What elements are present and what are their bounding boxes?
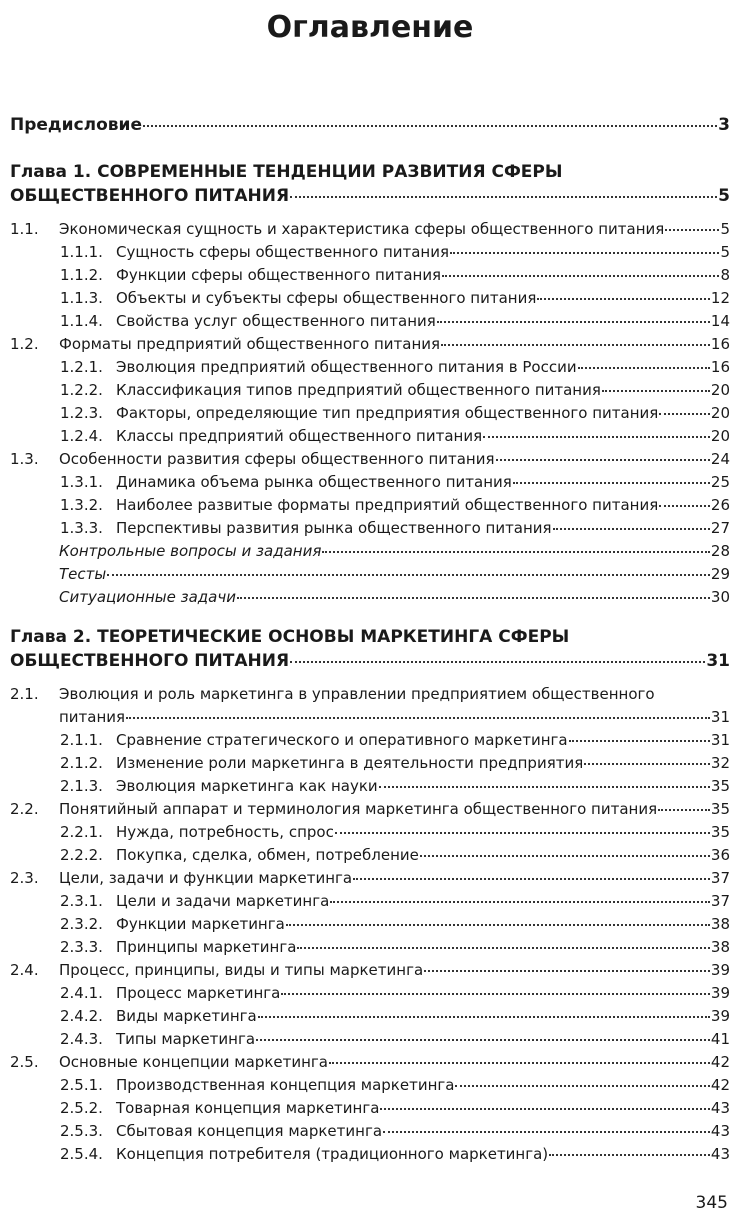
dot-leader: [569, 740, 710, 742]
dot-leader: [549, 1154, 710, 1156]
dot-leader: [330, 901, 710, 903]
toc-entry[interactable]: 2.4.3. Типы маркетинга 41: [60, 1030, 730, 1048]
toc-title: ОБЩЕСТВЕННОГО ПИТАНИЯ: [10, 186, 290, 206]
toc-entry[interactable]: 1.1.4. Свойства услуг общественного питания 14: [60, 312, 730, 330]
toc-entry[interactable]: 2.5.3. Сбытовая концепция маркетинга 43: [60, 1122, 730, 1140]
dot-leader: [496, 459, 710, 461]
toc-entry-chapter-1[interactable]: [10, 186, 730, 206]
dot-leader: [258, 1016, 710, 1018]
toc-page: 31: [706, 651, 730, 671]
toc-entry[interactable]: 1.1.2. Функции сферы общественного питания 8: [60, 266, 730, 284]
toc-entry-cases[interactable]: Ситуационные задачи 30: [59, 588, 730, 606]
toc-entry[interactable]: 1.2. Форматы предприятий общественного питания 16: [10, 335, 730, 353]
dot-leader: [450, 252, 719, 254]
toc-entry[interactable]: 1.2.4. Классы предприятий общественного питания 20: [60, 427, 730, 445]
toc-entry[interactable]: 2.5.4. Концепция потребителя (традиционного маркетинга) 43: [60, 1145, 730, 1163]
chapter-1-heading-line1: Глава 1. СОВРЕМЕННЫЕ ТЕНДЕНЦИИ РАЗВИТИЯ СФЕРЫ: [10, 162, 563, 182]
dot-leader: [483, 436, 710, 438]
toc-entry[interactable]: 2.4. Процесс, принципы, виды и типы маркетинга 39: [10, 961, 730, 979]
dot-leader: [658, 809, 710, 811]
toc-entry[interactable]: 1.1. Экономическая сущность и характеристика сферы общественного питания 5: [10, 220, 730, 238]
toc-entry[interactable]: 2.1.2. Изменение роли маркетинга в деятельности предприятия 32: [60, 754, 730, 772]
dot-leader: [126, 717, 710, 719]
toc-entry[interactable]: 2.1.3. Эволюция маркетинга как науки 35: [60, 777, 730, 795]
toc-entry[interactable]: 2.4.2. Виды маркетинга 39: [60, 1007, 730, 1025]
toc-entry-preface[interactable]: [10, 115, 730, 135]
toc-entry[interactable]: 2.2.2. Покупка, сделка, обмен, потребление 36: [60, 846, 730, 864]
dot-leader: [513, 482, 710, 484]
dot-leader: [659, 413, 710, 415]
dot-leader: [537, 298, 710, 300]
dot-leader: [584, 763, 710, 765]
dot-leader: [237, 597, 710, 599]
page-title: Оглавление: [266, 10, 474, 45]
dot-leader: [281, 993, 710, 995]
toc-entry[interactable]: 2.5.1. Производственная концепция маркетинга 42: [60, 1076, 730, 1094]
toc-page: 5: [718, 186, 730, 206]
toc-page: 3: [718, 115, 730, 135]
dot-leader: [286, 924, 710, 926]
toc-entry[interactable]: 1.2.1. Эволюция предприятий общественного питания в России 16: [60, 358, 730, 376]
toc-entry[interactable]: 2.1.1. Сравнение стратегического и оперативного маркетинга 31: [60, 731, 730, 749]
dot-leader: [256, 1039, 710, 1041]
dot-leader: [379, 786, 710, 788]
toc-entry[interactable]: 1.2.2. Классификация типов предприятий общественного питания 20: [60, 381, 730, 399]
dot-leader: [441, 344, 710, 346]
dot-leader: [442, 275, 719, 277]
toc-entry[interactable]: 1.3.1. Динамика объема рынка общественного питания 25: [60, 473, 730, 491]
dot-leader: [380, 1108, 709, 1110]
toc-entry[interactable]: 2.2. Понятийный аппарат и терминология маркетинга общественного питания 35: [10, 800, 730, 818]
dot-leader: [437, 321, 710, 323]
toc-entry[interactable]: 2.3.3. Принципы маркетинга 38: [60, 938, 730, 956]
dot-leader: [602, 390, 710, 392]
toc-entry-2-1-line2[interactable]: питания 31: [59, 708, 730, 726]
toc-entry[interactable]: 2.2.1. Нужда, потребность, спрос 35: [60, 823, 730, 841]
dot-leader: [297, 947, 709, 949]
toc-entry[interactable]: 1.3.2. Наиболее развитые форматы предприятий общественного питания 26: [60, 496, 730, 514]
toc-title: ОБЩЕСТВЕННОГО ПИТАНИЯ: [10, 651, 290, 671]
dot-leader: [290, 196, 717, 198]
toc-entry-tests[interactable]: Тесты 29: [59, 565, 730, 583]
toc-entry[interactable]: 2.3.2. Функции маркетинга 38: [60, 915, 730, 933]
toc-entry[interactable]: 1.1.3. Объекты и субъекты сферы общественного питания 12: [60, 289, 730, 307]
toc-entry[interactable]: 2.4.1. Процесс маркетинга 39: [60, 984, 730, 1002]
toc-entry[interactable]: 1.2.3. Факторы, определяющие тип предприятия общественного питания 20: [60, 404, 730, 422]
dot-leader: [578, 367, 710, 369]
dot-leader: [353, 878, 710, 880]
dot-leader: [383, 1131, 710, 1133]
chapter-2-heading-line1: Глава 2. ТЕОРЕТИЧЕСКИЕ ОСНОВЫ МАРКЕТИНГА СФЕРЫ: [10, 627, 570, 647]
toc-entry[interactable]: 1.3.3. Перспективы развития рынка общественного питания 27: [60, 519, 730, 537]
toc-entry[interactable]: 2.5. Основные концепции маркетинга 42: [10, 1053, 730, 1071]
toc-entry[interactable]: 2.3.1. Цели и задачи маркетинга 37: [60, 892, 730, 910]
dot-leader: [553, 528, 710, 530]
dot-leader: [143, 125, 717, 127]
toc-entry[interactable]: 1.1.1. Сущность сферы общественного питания 5: [60, 243, 730, 261]
dot-leader: [107, 574, 710, 576]
dot-leader: [659, 505, 710, 507]
dot-leader: [424, 970, 710, 972]
toc-entry[interactable]: 2.5.2. Товарная концепция маркетинга 43: [60, 1099, 730, 1117]
dot-leader: [665, 229, 719, 231]
toc-entry-questions[interactable]: Контрольные вопросы и задания 28: [59, 542, 730, 560]
toc-title: Предисловие: [10, 115, 142, 135]
dot-leader: [290, 661, 705, 663]
toc-entry-2-1-line1[interactable]: 2.1. Эволюция и роль маркетинга в управлении предприятием общественного: [10, 685, 655, 703]
toc-entry-chapter-2[interactable]: [10, 651, 730, 671]
dot-leader: [420, 855, 710, 857]
dot-leader: [329, 1062, 710, 1064]
dot-leader: [322, 551, 710, 553]
toc-entry[interactable]: 2.3. Цели, задачи и функции маркетинга 37: [10, 869, 730, 887]
page-number: 345: [695, 1193, 728, 1213]
dot-leader: [335, 832, 710, 834]
dot-leader: [455, 1085, 709, 1087]
toc-entry[interactable]: 1.3. Особенности развития сферы общественного питания 24: [10, 450, 730, 468]
